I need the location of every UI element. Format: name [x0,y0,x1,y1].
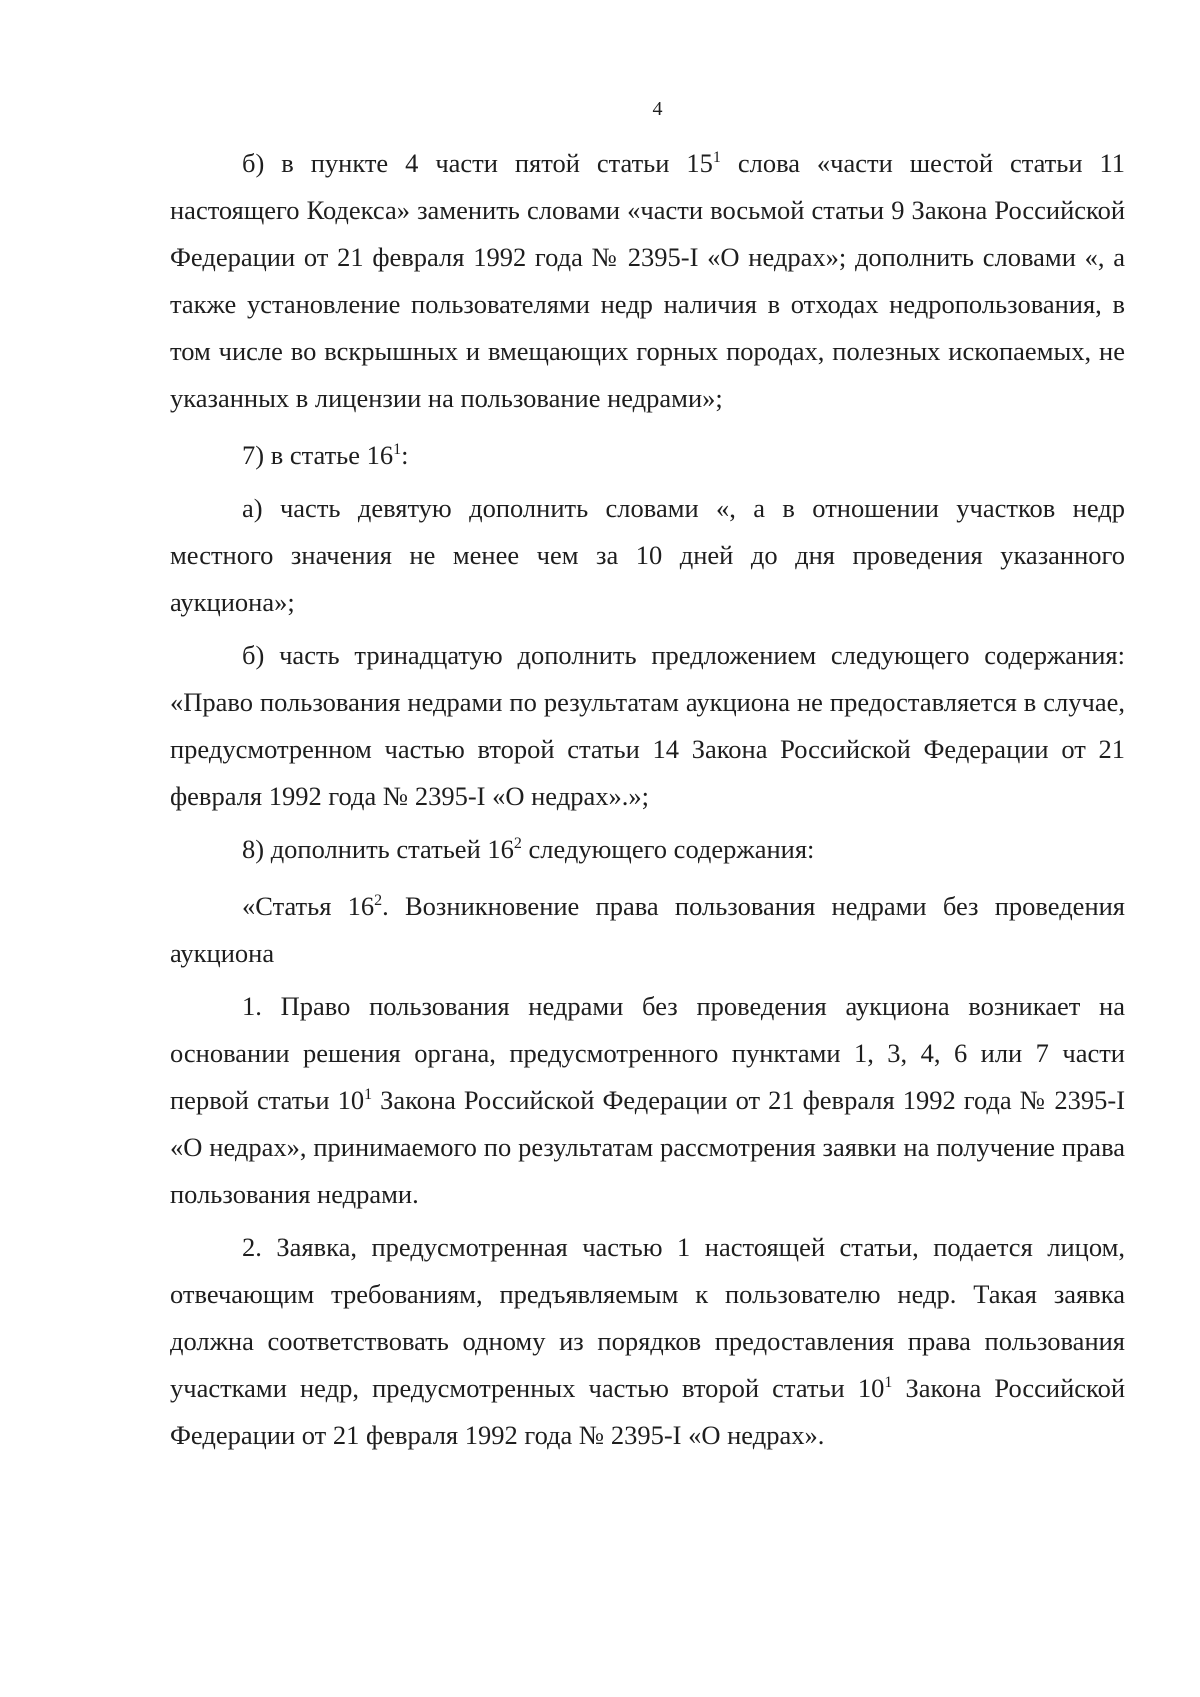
text-run: «Статья 16 [242,891,375,921]
text-run: Закона Российской Федерации от 21 февраля 1992 года № 2395-I «О недрах», принимаемого по результатам рассмотрения заявки на получение права пользования недрами. [170,1085,1126,1209]
paragraph-p6 [170,883,1125,977]
superscript: 1 [393,441,402,459]
text-run: следующего содержания: [521,834,815,864]
text-run: . Возникновение права пользования недрами без проведения аукциона [170,891,1125,968]
paragraph-p5 [170,826,1125,873]
text-run: 2. Заявка, предусмотренная частью 1 настоящей статьи, подается лицом, отвечающим требованиям, предъявляемым к пользователю недр. Такая заявка должна соответствовать одному из порядков предоставления права пользования участками недр, предусмотренных частью второй статьи 10 [170,1232,1125,1403]
document-body [170,140,1125,1465]
paragraph-p2 [170,432,1125,479]
text-run: 7) в статье 16 [242,440,394,470]
page-number: 4 [652,98,663,120]
text-run: 1. Право пользования недрами без проведения аукциона возникает на основании решения органа, предусмотренного пунктами 1, 3, 4, 6 или 7 части первой статьи 10 [170,991,1125,1115]
text-run: : [401,440,409,470]
text-run: б) часть тринадцатую дополнить предложением следующего содержания: «Право пользования недрами по результатам аукциона не предоставляется в случае, предусмотренном частью второй статьи 14 Закона Российской Федерации от 21 февраля 1992 года № 2395-I «О недрах».»; [170,640,1125,811]
paragraph-p8 [170,1224,1125,1459]
text-run: а) часть девятую дополнить словами «, а в отношении участков недр местного значения не менее чем за 10 дней до дня проведения указанного аукциона»; [170,493,1125,617]
paragraph-p1 [170,140,1125,422]
superscript: 1 [884,1374,893,1392]
text-run: 8) дополнить статьей 16 [242,834,514,864]
paragraph-p7 [170,983,1125,1218]
superscript: 1 [364,1086,373,1104]
superscript: 1 [712,149,721,167]
paragraph-p4 [170,632,1125,820]
superscript: 2 [374,892,383,910]
paragraph-p3 [170,485,1125,626]
text-run: слова «части шестой статьи 11 настоящего Кодекса» заменить словами «части восьмой статьи 9 Закона Российской Федерации от 21 февраля 1992 года № 2395-I «О недрах»; дополнить словами «, а также установление пользователями недр наличия в отходах недропользования, в том числе во вскрышных и вмещающих горных породах, полезных ископаемых, не указанных в лицензии на пользование недрами»; [170,148,1125,413]
text-run: б) в пункте 4 части пятой статьи 15 [242,148,713,178]
superscript: 2 [513,835,522,853]
text-run: Закона Российской Федерации от 21 февраля 1992 года № 2395-I «О недрах». [170,1373,1125,1450]
